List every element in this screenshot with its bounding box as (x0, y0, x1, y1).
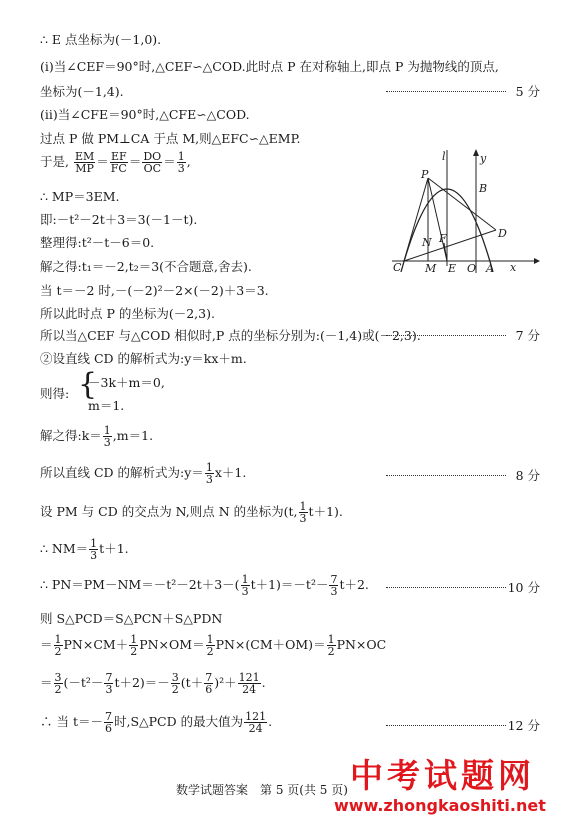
text-line: 当 t＝－2 时,－(－2)²－2×(－2)＋3＝3. (40, 283, 269, 298)
parabola-figure (388, 148, 548, 278)
score-mark: 10 分 (507, 580, 540, 595)
label-a: A (486, 262, 494, 275)
system-equation: －3k＋m＝0, (88, 375, 165, 390)
label-c: C (393, 261, 402, 274)
text-line: ②设直线 CD 的解析式为:y＝kx＋m. (40, 351, 247, 366)
text-line: (ⅰ)当∠CEF＝90°时,△CEF∽△COD.此时点 P 在对称轴上,即点 P 为抛物线的顶点, (40, 59, 499, 74)
fraction: $\frac{1}{3}$ (177, 150, 185, 175)
label-l: l (442, 150, 446, 163)
label-b: B (479, 182, 488, 195)
text-line: 整理得:t²－t－6＝0. (40, 235, 155, 250)
equation-line: 解之得:k＝ $\frac{1}{3}$ ,m＝1. (40, 424, 154, 449)
text-line: 过点 P 做 PM⊥CA 于点 M,则△EFC∽△EMP. (40, 131, 301, 146)
text-line: 坐标为(－1,4). (40, 84, 124, 99)
equation-line: ∴ 当 t＝－ $\frac{7}{6}$ 时,S△PCD 的最大值为 $\frac{121}{24}$ . (40, 710, 273, 735)
label-o: O (467, 262, 477, 275)
watermark-title: 中考试题网 (350, 756, 535, 795)
label-y: y (480, 152, 487, 165)
fraction: $\frac{EF}{FC}$ (110, 150, 127, 175)
equation-line: ∴ NM＝ $\frac{1}{3}$ t＋1. (40, 537, 129, 562)
score-mark: 7 分 (515, 328, 540, 343)
watermark-url: www.zhongkaoshiti.net (334, 796, 546, 815)
line-cd (404, 230, 496, 261)
system-equation: m＝1. (88, 398, 125, 413)
label-m: M (425, 262, 437, 275)
equation-line: ∴ PN＝PM－NM＝－t²－2t＋3－( $\frac{1}{3}$ t＋1)＝－t²－ $\frac{7}{3}$ t＋2. (40, 573, 369, 598)
text-line: 则得: (40, 386, 70, 401)
label-d: D (498, 227, 507, 240)
equation-line: 设 PM 与 CD 的交点为 N,则点 N 的坐标为(t, $\frac{1}{3}$ t＋1). (40, 500, 343, 525)
y-axis-arrow (473, 149, 479, 156)
label-e: E (448, 262, 457, 275)
label-f: F (439, 232, 447, 245)
score-mark: 5 分 (515, 84, 540, 99)
dotted-leader (386, 475, 506, 476)
equation-line: ＝ $\frac{1}{2}$ PN×CM＋ $\frac{1}{2}$ PN×OM＝ $\frac{1}{2}$ PN×(CM＋OM)＝ $\frac{1}{2}$ PN×OC (40, 633, 387, 658)
text-line: 解之得:t₁＝－2,t₂＝3(不合题意,舍去). (40, 259, 252, 274)
dotted-leader (386, 335, 506, 336)
text-line: 即:－t²－2t＋3＝3(－1－t). (40, 212, 198, 227)
fraction: $\frac{DO}{OC}$ (143, 150, 162, 175)
dotted-leader (386, 91, 506, 92)
system-brace: { (78, 367, 98, 402)
label-x: x (510, 261, 517, 274)
fraction: $\frac{EM}{MP}$ (74, 150, 95, 175)
text-line: ∴ MP＝3EM. (40, 189, 120, 204)
text-line: ∴ E 点坐标为(－1,0). (40, 32, 162, 47)
page-footer: 数学试题答案 第 5 页(共 5 页) (176, 783, 348, 797)
text: 于是, (40, 154, 69, 169)
label-n: N (422, 236, 432, 249)
score-mark: 8 分 (515, 468, 540, 483)
equation-line: 于是, $\frac{EM}{MP}$ ＝ $\frac{EF}{FC}$ ＝ $\frac{DO}{OC}$ ＝ $\frac{1}{3}$ , (40, 150, 191, 175)
equation-line: 所以直线 CD 的解析式为:y＝ $\frac{1}{3}$ x＋1. (40, 461, 247, 486)
dotted-leader (386, 587, 506, 588)
text-line: 所以此时点 P 的坐标为(－2,3). (40, 306, 215, 321)
x-axis-arrow (534, 258, 540, 264)
equation-line: ＝ $\frac{3}{2}$ (－t²－ $\frac{7}{3}$ t＋2)＝－ $\frac{3}{2}$ (t＋ $\frac{7}{6}$ )²＋ $\frac{121}{24}$ . (40, 671, 266, 696)
label-p: P (421, 168, 429, 181)
text-line: 则 S△PCD＝S△PCN＋S△PDN (40, 611, 223, 626)
dotted-leader (386, 725, 506, 726)
text-line: 所以当△CEF 与△COD 相似时,P 点的坐标分别为:(－1,4)或(－2,3). (40, 328, 421, 343)
text-line: (ⅱ)当∠CFE＝90°时,△CFE∽△COD. (40, 107, 250, 122)
score-mark: 12 分 (507, 718, 540, 733)
